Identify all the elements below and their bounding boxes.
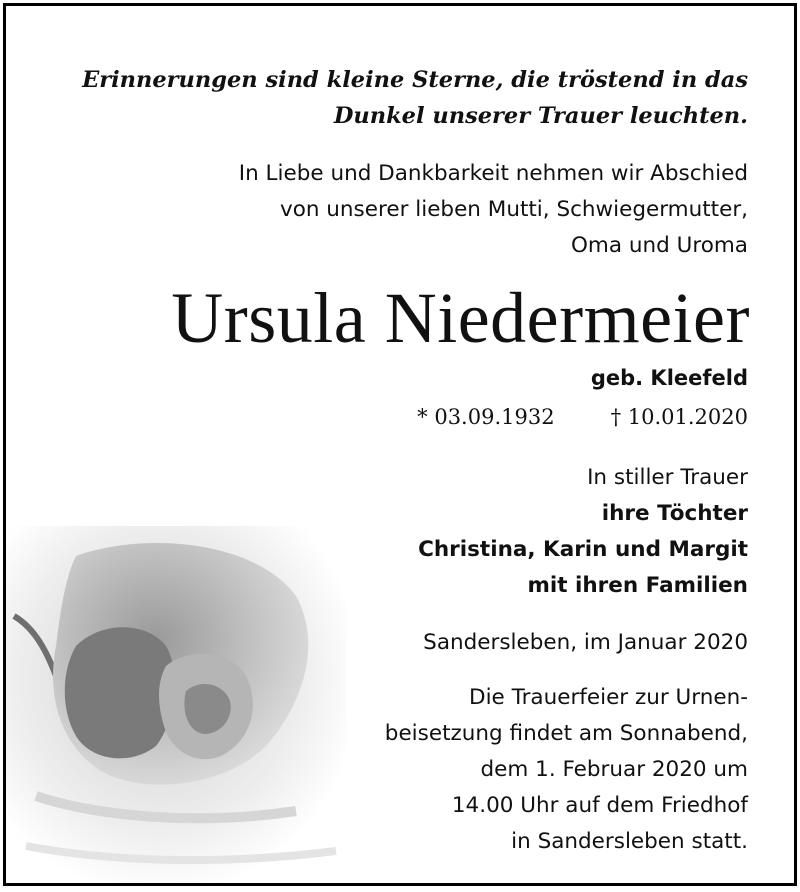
mourners <box>418 460 748 604</box>
funeral-line: beisetzung findet am Sonnabend, <box>384 721 748 746</box>
farewell-text <box>239 156 748 264</box>
farewell-line: von unserer lieben Mutti, Schwiegermutter, <box>279 197 748 222</box>
maiden-name: geb. Kleefeld <box>590 366 748 390</box>
obituary-notice <box>3 3 797 886</box>
funeral-line: in Sandersleben statt. <box>511 829 748 854</box>
mourners-line: Christina, Karin und Margit <box>418 537 748 562</box>
life-dates <box>417 402 748 432</box>
farewell-line: Oma und Uroma <box>571 233 748 258</box>
quote-line: Dunkel unserer Trauer leuchten. <box>333 103 748 129</box>
place-date: Sandersleben, im Januar 2020 <box>423 630 748 655</box>
mourners-line: mit ihren Familien <box>527 573 748 598</box>
mourners-line: ihre Töchter <box>601 501 748 526</box>
quote-line: Erinnerungen sind kleine Sterne, die tröstend in das <box>82 67 748 93</box>
farewell-line: In Liebe und Dankbarkeit nehmen wir Abschied <box>238 161 748 186</box>
rose-image <box>6 526 346 886</box>
memorial-quote <box>82 62 748 134</box>
birth-date: * 03.09.1932 <box>417 405 555 429</box>
mourners-intro: In stiller Trauer <box>587 465 748 490</box>
funeral-info <box>385 680 748 860</box>
death-date: † 10.01.2020 <box>610 405 748 429</box>
funeral-line: Die Trauerfeier zur Urnen- <box>469 685 748 710</box>
funeral-line: dem 1. Februar 2020 um <box>480 757 748 782</box>
funeral-line: 14.00 Uhr auf dem Friedhof <box>451 793 748 818</box>
deceased-name: Ursula Niedermeier <box>171 278 750 358</box>
